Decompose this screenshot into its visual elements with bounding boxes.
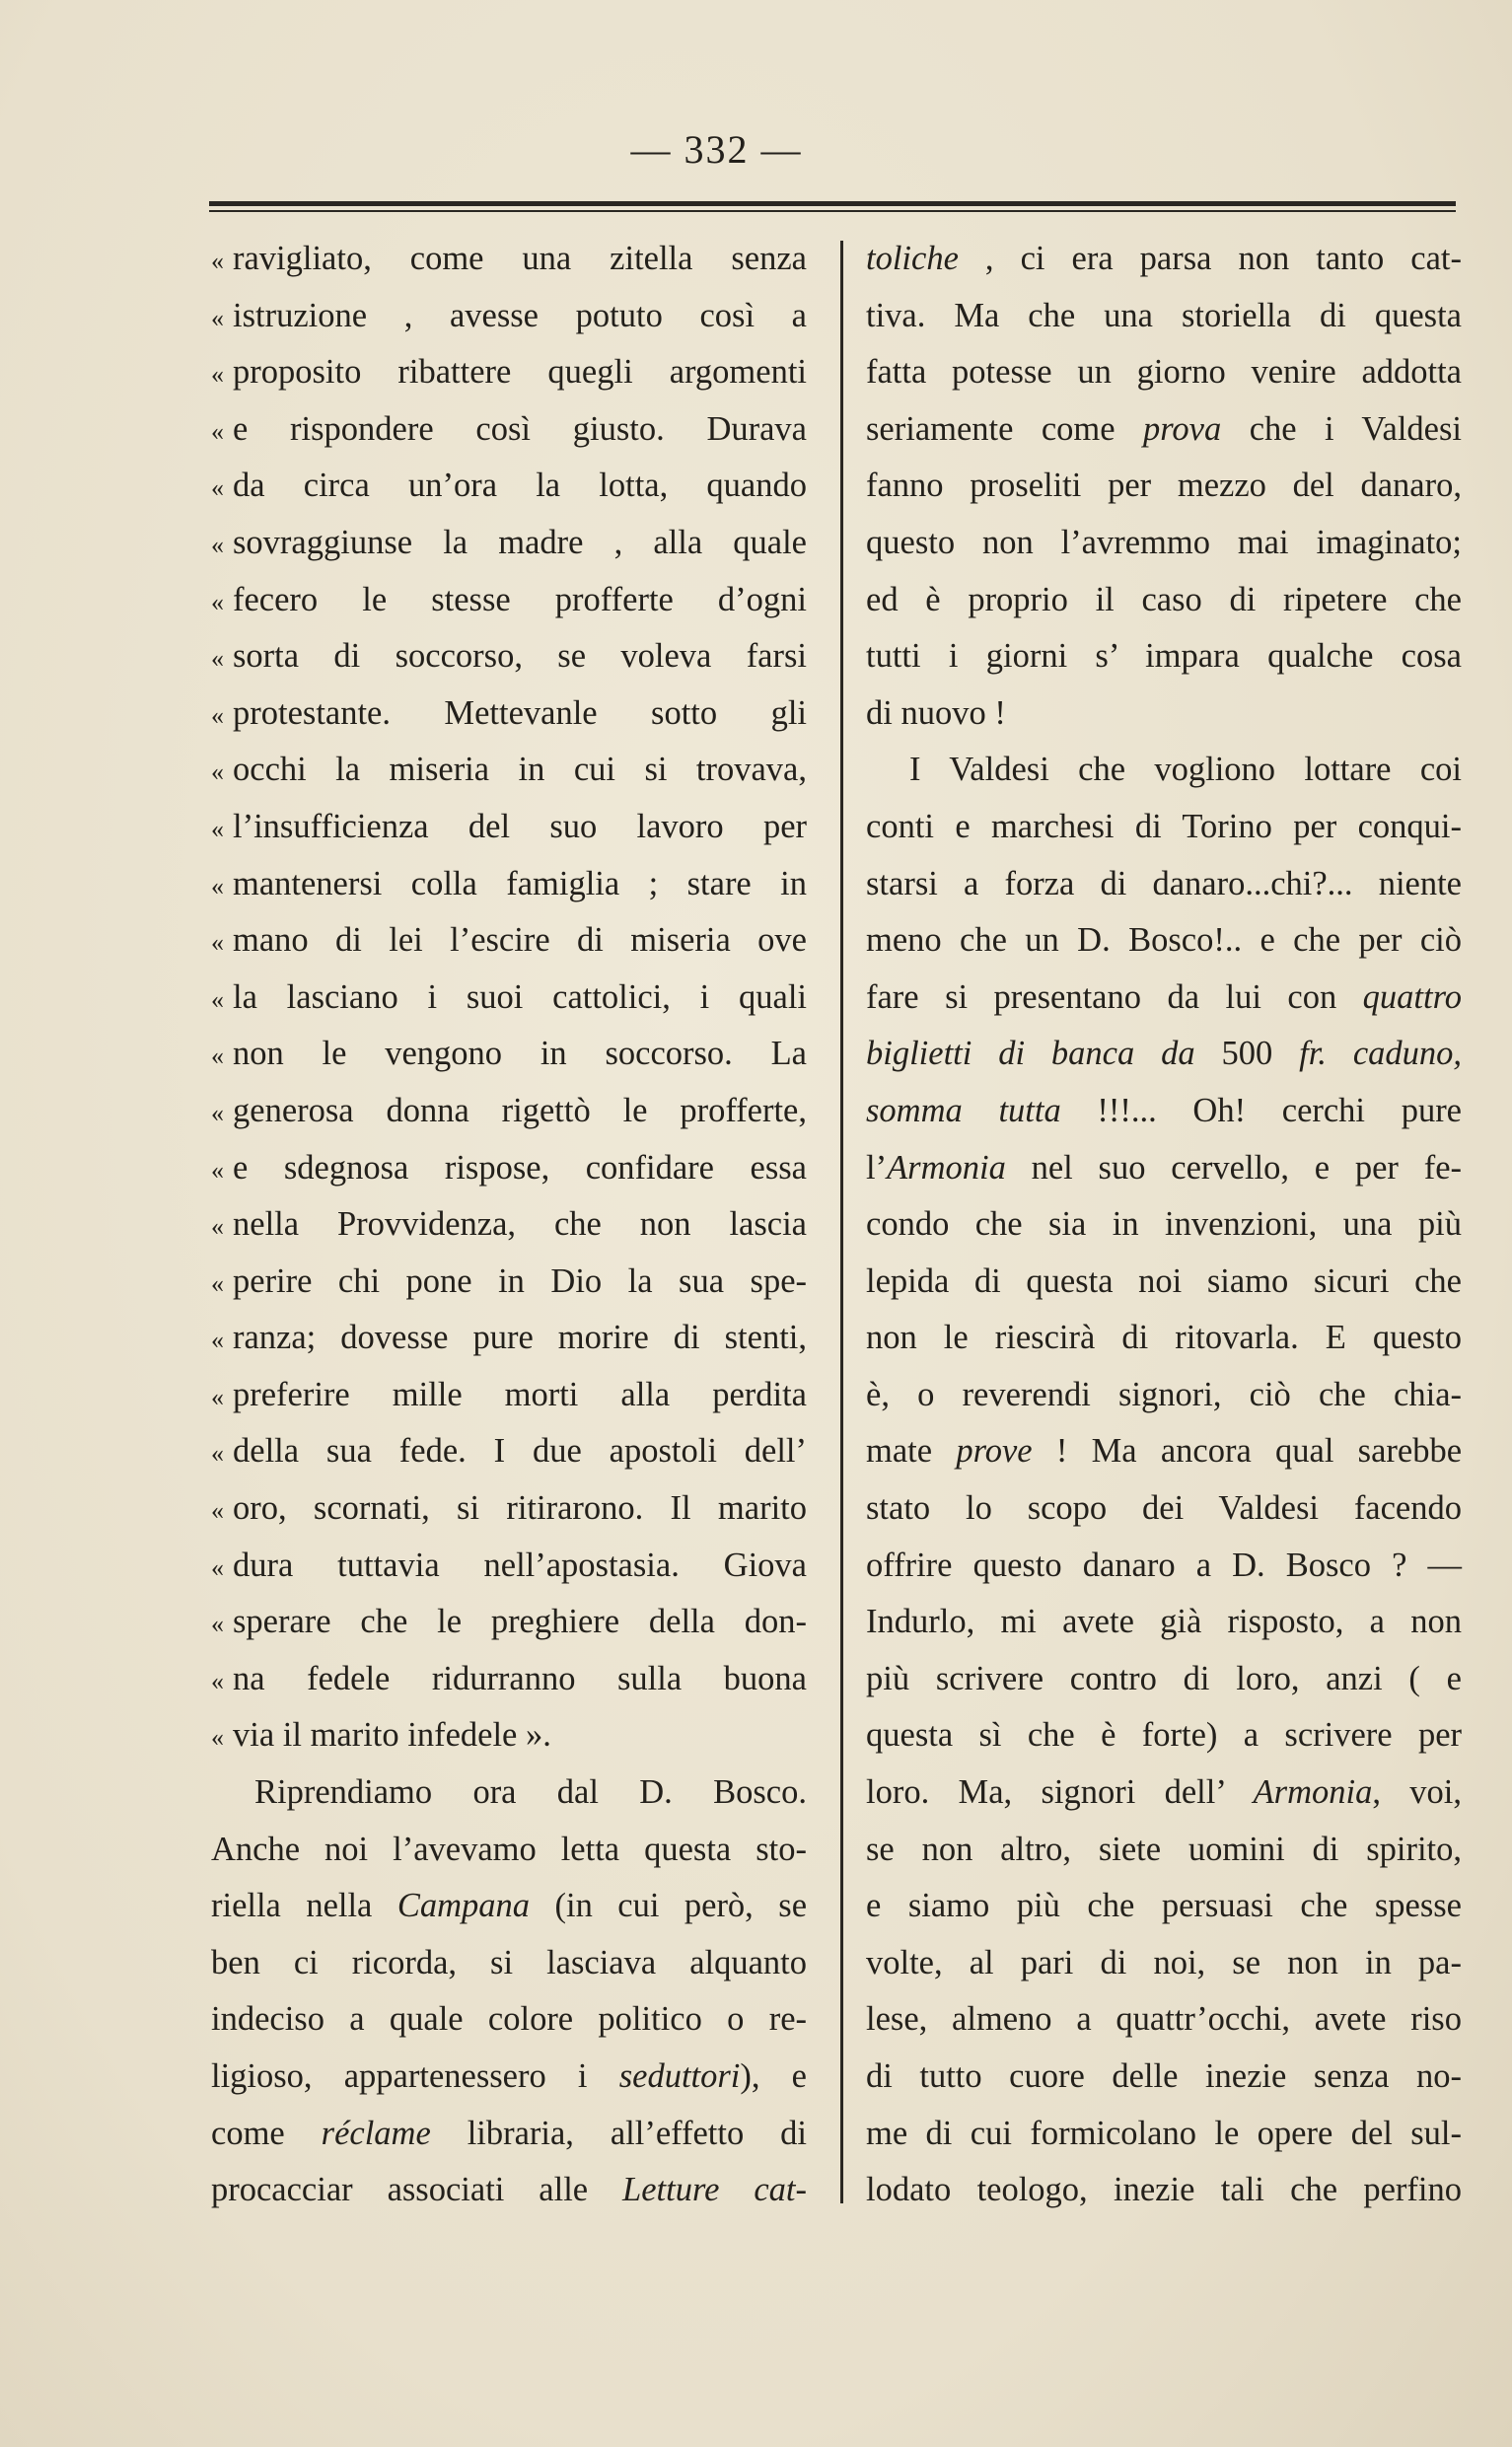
line-text: protestante. Mettevanle sotto gli bbox=[233, 693, 807, 732]
quote-mark: « bbox=[211, 700, 224, 730]
italic-text: réclame bbox=[321, 2114, 431, 2152]
quote-mark: « bbox=[211, 644, 224, 674]
page-number: — 332 — bbox=[630, 127, 803, 172]
quote-mark: « bbox=[211, 1610, 224, 1639]
line-text: è, o reverendi signori, ciò che chia- bbox=[866, 1375, 1462, 1413]
quote-mark: « bbox=[211, 757, 224, 787]
line-text: condo che sia in invenzioni, una più bbox=[866, 1205, 1462, 1244]
text-line bbox=[211, 1026, 807, 1083]
text-line bbox=[211, 1764, 807, 1822]
text-line bbox=[211, 2106, 807, 2163]
text-line bbox=[866, 1083, 1462, 1140]
line-text: fare si presentano da lui con bbox=[866, 977, 1363, 1016]
text-line bbox=[866, 288, 1462, 345]
line-text: offrire questo danaro a D. Bosco ? — bbox=[866, 1546, 1462, 1584]
quote-mark: « bbox=[211, 587, 224, 616]
quote-mark: « bbox=[211, 1723, 224, 1753]
text-line bbox=[211, 1423, 807, 1480]
line-text: non le riescirà di ritovarla. E questo bbox=[866, 1319, 1462, 1357]
text-line bbox=[866, 628, 1462, 685]
quote-mark: « bbox=[211, 1098, 224, 1127]
header-rule-thin bbox=[209, 210, 1456, 212]
text-line bbox=[866, 231, 1462, 288]
text-line bbox=[211, 1083, 807, 1140]
quote-mark: « bbox=[211, 1666, 224, 1695]
text-line bbox=[211, 458, 807, 515]
text-line bbox=[211, 1822, 807, 1879]
line-text: ), e bbox=[740, 2057, 807, 2095]
text-line bbox=[866, 401, 1462, 459]
quote-mark: « bbox=[211, 1326, 224, 1355]
line-text: na fedele ridurranno sulla buona bbox=[233, 1659, 807, 1697]
text-line bbox=[866, 1822, 1462, 1879]
line-text: , ci era parsa non tanto cat- bbox=[958, 240, 1462, 277]
line-text: istruzione , avesse potuto così a bbox=[233, 296, 807, 334]
text-line bbox=[866, 1140, 1462, 1197]
line-text: ed è proprio il caso di ripetere che bbox=[866, 580, 1462, 618]
line-text: l’ bbox=[866, 1148, 888, 1187]
line-text: della sua fede. I due apostoli dell’ bbox=[233, 1432, 807, 1471]
text-line bbox=[866, 2162, 1462, 2219]
text-line bbox=[211, 685, 807, 743]
text-line bbox=[211, 628, 807, 685]
line-text: ! Ma ancora qual sarebbe bbox=[1032, 1432, 1463, 1471]
line-text: proposito ribattere quegli argomenti bbox=[233, 353, 807, 392]
line-text: nella Provvidenza, che non lascia bbox=[233, 1205, 807, 1244]
line-text: di tutto cuore delle inezie senza no- bbox=[866, 2057, 1462, 2095]
text-line bbox=[211, 1480, 807, 1538]
line-text: di nuovo ! bbox=[866, 693, 1006, 732]
line-text: sovraggiunse la madre , alla quale bbox=[233, 523, 807, 561]
line-text: più scrivere contro di loro, anzi ( e bbox=[866, 1659, 1462, 1697]
line-text: volte, al pari di noi, se non in pa- bbox=[866, 1943, 1462, 1981]
quote-mark: « bbox=[211, 1496, 224, 1526]
text-line bbox=[866, 1764, 1462, 1822]
line-text: loro. Ma, signori dell’ bbox=[866, 1773, 1254, 1812]
text-line bbox=[866, 856, 1462, 913]
text-line bbox=[211, 1310, 807, 1367]
line-text: lepida di questa noi siamo sicuri che bbox=[866, 1261, 1462, 1300]
quote-mark: « bbox=[211, 473, 224, 503]
line-text: fecero le stesse profferte d’ogni bbox=[233, 580, 807, 618]
text-line bbox=[866, 572, 1462, 629]
text-line bbox=[211, 799, 807, 856]
line-text: , voi, bbox=[1372, 1773, 1462, 1812]
line-text: sorta di soccorso, se voleva farsi bbox=[233, 637, 807, 676]
line-text: Anche noi l’avevamo letta questa sto- bbox=[211, 1830, 807, 1868]
line-text: nel suo cervello, e per fe- bbox=[1005, 1148, 1462, 1187]
italic-text: fr. caduno, bbox=[1299, 1035, 1463, 1073]
line-text: seriamente come bbox=[866, 409, 1144, 448]
text-line bbox=[866, 1878, 1462, 1935]
italic-text: Armonia bbox=[887, 1148, 1006, 1187]
line-text: lodato teologo, inezie tali che perfino bbox=[866, 2171, 1462, 2209]
line-text: dura tuttavia nell’apostasia. Giova bbox=[233, 1546, 807, 1584]
text-line bbox=[211, 856, 807, 913]
text-line bbox=[211, 1651, 807, 1708]
quote-mark: « bbox=[211, 247, 224, 275]
italic-text: Campana bbox=[396, 1887, 531, 1925]
line-text: che i Valdesi bbox=[1221, 409, 1462, 448]
italic-text: biglietti di banca da bbox=[866, 1035, 1195, 1073]
text-line bbox=[866, 1196, 1462, 1254]
text-line bbox=[866, 2106, 1462, 2163]
line-text: libraria, all’effetto di bbox=[430, 2114, 807, 2152]
line-text: ben ci ricorda, si lasciava alquanto bbox=[211, 1943, 807, 1981]
text-line bbox=[211, 288, 807, 345]
line-text: questo non l’avremmo mai imaginato; bbox=[866, 523, 1462, 561]
italic-text: toliche bbox=[866, 240, 959, 277]
line-text: e siamo più che persuasi che spesse bbox=[866, 1887, 1462, 1925]
text-line bbox=[211, 1538, 807, 1595]
line-text: perire chi pone in Dio la sua spe- bbox=[233, 1261, 807, 1300]
text-line bbox=[866, 1538, 1462, 1595]
line-text: la lasciano i suoi cattolici, i quali bbox=[233, 977, 807, 1016]
line-text: procacciar associati alle bbox=[211, 2171, 623, 2209]
text-line bbox=[211, 2049, 807, 2106]
right-column bbox=[866, 231, 1462, 2219]
text-line bbox=[866, 1594, 1462, 1651]
quote-mark: « bbox=[211, 1042, 224, 1071]
text-line bbox=[866, 1707, 1462, 1764]
quote-mark: « bbox=[211, 1382, 224, 1411]
line-text: meno che un D. Bosco!.. e che per ciò bbox=[866, 921, 1462, 960]
text-line bbox=[211, 1594, 807, 1651]
text-line bbox=[211, 1935, 807, 1992]
text-line bbox=[866, 1480, 1462, 1538]
text-line bbox=[211, 1367, 807, 1424]
line-text: (in cui però, se bbox=[530, 1887, 808, 1925]
line-text: tiva. Ma che una storiella di questa bbox=[866, 296, 1462, 334]
line-text: 500 bbox=[1194, 1035, 1300, 1073]
quote-mark: « bbox=[211, 1552, 224, 1582]
line-text: !!!... Oh! cerchi pure bbox=[1060, 1091, 1462, 1129]
line-text: oro, scornati, si ritirarono. Il marito bbox=[233, 1489, 807, 1528]
line-text: I Valdesi che vogliono lottare coi bbox=[909, 751, 1462, 789]
line-text: generosa donna rigettò le profferte, bbox=[233, 1091, 807, 1129]
text-line bbox=[866, 799, 1462, 856]
quote-mark: « bbox=[211, 928, 224, 958]
line-text: e rispondere così giusto. Durava bbox=[233, 409, 807, 448]
line-text: stato lo scopo dei Valdesi facendo bbox=[866, 1489, 1462, 1528]
line-text: ranza; dovesse pure morire di stenti, bbox=[233, 1319, 807, 1357]
line-text: Riprendiamo ora dal D. Bosco. bbox=[254, 1773, 807, 1812]
text-line bbox=[211, 401, 807, 459]
line-text: mano di lei l’escire di miseria ove bbox=[233, 921, 807, 960]
text-line bbox=[866, 1310, 1462, 1367]
text-line bbox=[211, 742, 807, 799]
quote-mark: « bbox=[211, 1268, 224, 1298]
header-rule bbox=[209, 201, 1456, 206]
quote-mark: « bbox=[211, 1212, 224, 1242]
text-line bbox=[211, 1196, 807, 1254]
text-line bbox=[866, 912, 1462, 970]
text-line bbox=[866, 1651, 1462, 1708]
text-line bbox=[866, 1026, 1462, 1083]
text-line bbox=[211, 344, 807, 401]
line-text: ravigliato, come una zitella senza bbox=[233, 240, 807, 277]
text-line bbox=[211, 1991, 807, 2049]
text-line bbox=[211, 912, 807, 970]
text-line bbox=[866, 1254, 1462, 1311]
line-text: l’insufficienza del suo lavoro per bbox=[233, 807, 807, 845]
italic-text: quattro bbox=[1362, 977, 1462, 1016]
left-column bbox=[211, 231, 807, 2219]
text-line bbox=[211, 1707, 807, 1764]
line-text: Indurlo, mi avete già risposto, a non bbox=[866, 1603, 1462, 1641]
quote-mark: « bbox=[211, 871, 224, 900]
quote-mark: « bbox=[211, 303, 224, 332]
line-text: starsi a forza di danaro...chi?... niente bbox=[866, 864, 1462, 902]
italic-text: somma tutta bbox=[866, 1091, 1061, 1129]
text-line bbox=[866, 742, 1462, 799]
text-line bbox=[866, 2049, 1462, 2106]
text-line bbox=[211, 1254, 807, 1311]
quote-mark: « bbox=[211, 1439, 224, 1469]
quote-mark: « bbox=[211, 984, 224, 1014]
italic-text: Letture cat- bbox=[622, 2171, 808, 2209]
line-text: riella nella bbox=[211, 1887, 397, 1925]
line-text: mate bbox=[866, 1432, 957, 1471]
text-line bbox=[866, 458, 1462, 515]
italic-text: seduttori bbox=[618, 2057, 741, 2095]
line-text: questa sì che è forte) a scrivere per bbox=[866, 1716, 1462, 1755]
line-text: preferire mille morti alla perdita bbox=[233, 1375, 807, 1413]
italic-text: prove bbox=[956, 1432, 1033, 1471]
line-text: occhi la miseria in cui si trovava, bbox=[233, 751, 807, 789]
line-text: come bbox=[211, 2114, 322, 2152]
text-line bbox=[866, 685, 1462, 743]
line-text: sperare che le preghiere della don- bbox=[233, 1603, 807, 1641]
text-line bbox=[866, 970, 1462, 1027]
text-line bbox=[211, 572, 807, 629]
italic-text: Armonia bbox=[1253, 1773, 1373, 1812]
text-line bbox=[211, 515, 807, 572]
line-text: se non altro, siete uomini di spirito, bbox=[866, 1830, 1462, 1868]
line-text: ligioso, appartenessero i bbox=[211, 2057, 619, 2095]
quote-mark: « bbox=[211, 416, 224, 446]
quote-mark: « bbox=[211, 814, 224, 843]
quote-mark: « bbox=[211, 1155, 224, 1185]
text-line bbox=[866, 1423, 1462, 1480]
line-text: fanno proseliti per mezzo del danaro, bbox=[866, 467, 1462, 505]
text-line bbox=[211, 2162, 807, 2219]
italic-text: prova bbox=[1143, 409, 1222, 448]
line-text: lese, almeno a quattr’occhi, avete riso bbox=[866, 2000, 1462, 2039]
line-text: indeciso a quale colore politico o re- bbox=[211, 2000, 807, 2039]
line-text: conti e marchesi di Torino per conqui- bbox=[866, 807, 1462, 845]
line-text: da circa un’ora la lotta, quando bbox=[233, 467, 807, 505]
quote-mark: « bbox=[211, 530, 224, 559]
line-text: via il marito infedele ». bbox=[233, 1716, 551, 1755]
line-text: me di cui formicolano le opere del sul- bbox=[866, 2114, 1462, 2152]
line-text: non le vengono in soccorso. La bbox=[233, 1035, 807, 1073]
text-line bbox=[866, 1935, 1462, 1992]
text-line bbox=[866, 515, 1462, 572]
text-line bbox=[211, 1140, 807, 1197]
line-text: fatta potesse un giorno venire addotta bbox=[866, 353, 1462, 392]
column-divider bbox=[840, 241, 843, 2203]
line-text: e sdegnosa rispose, confidare essa bbox=[233, 1148, 807, 1187]
quote-mark: « bbox=[211, 360, 224, 390]
text-line bbox=[866, 344, 1462, 401]
text-line bbox=[866, 1991, 1462, 2049]
text-line bbox=[211, 970, 807, 1027]
text-line bbox=[211, 1878, 807, 1935]
text-line bbox=[211, 231, 807, 288]
line-text: tutti i giorni s’ impara qualche cosa bbox=[866, 637, 1462, 676]
line-text: mantenersi colla famiglia ; stare in bbox=[233, 864, 807, 902]
text-line bbox=[866, 1367, 1462, 1424]
